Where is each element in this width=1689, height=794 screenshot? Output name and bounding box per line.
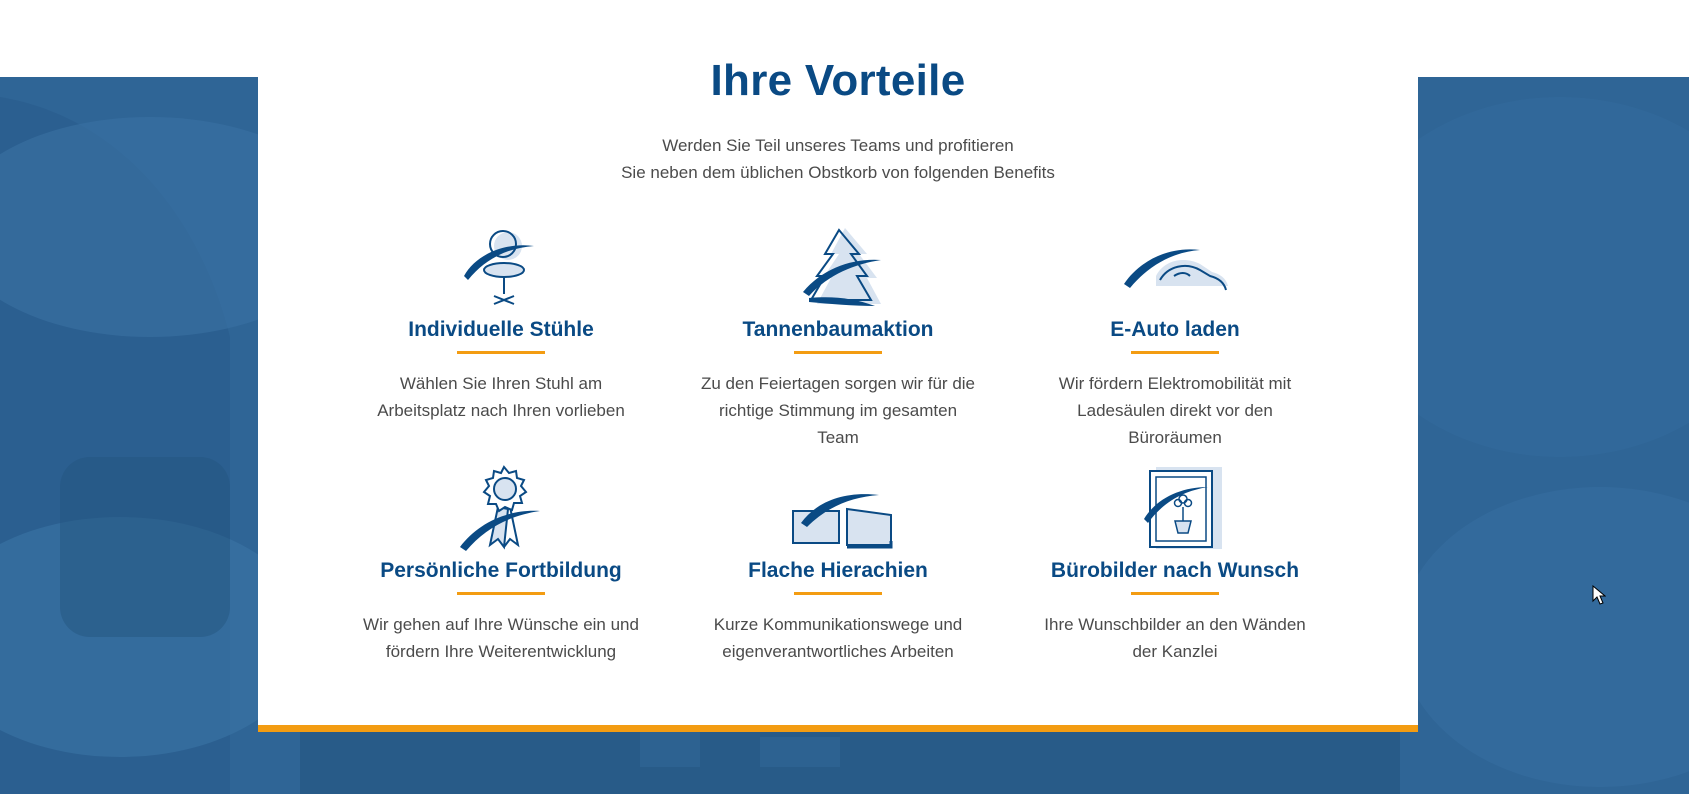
benefits-card: [258, 0, 1418, 732]
benefit-pictures: [1015, 465, 1335, 665]
benefit-text-line: Kurze Kommunikationswege und: [713, 615, 963, 634]
mouse-cursor-icon: [1592, 585, 1606, 605]
benefit-title: Tannenbaumaktion: [742, 318, 934, 341]
benefit-text-line: Wir gehen auf Ihre Wünsche ein und: [363, 615, 639, 634]
benefit-text: [678, 370, 998, 451]
benefit-text-line: Wir fördern Elektromobilität mit: [1058, 374, 1292, 393]
benefit-text: [341, 370, 661, 424]
chair-icon: [446, 224, 556, 314]
title-underline: [1131, 592, 1219, 595]
benefit-text-line: fördern Ihre Weiterentwicklung: [385, 642, 617, 661]
title-underline: [1131, 351, 1219, 354]
benefit-text-line: eigenverantwortliches Arbeiten: [722, 642, 954, 661]
benefit-title: Flache Hierachien: [748, 559, 928, 582]
benefit-text-line: Zu den Feiertagen sorgen wir für die: [700, 374, 976, 393]
benefit-text-line: Arbeitsplatz nach Ihren vorlieben: [377, 401, 625, 420]
section-subtitle: [258, 132, 1418, 186]
benefit-chairs: [341, 224, 661, 424]
benefit-tree: [678, 224, 998, 451]
benefit-text-line: Ladesäulen direkt vor den: [1077, 401, 1273, 420]
fir-tree-icon: [783, 224, 893, 314]
benefit-text: [1015, 370, 1335, 451]
benefit-ecar: [1015, 224, 1335, 451]
framed-picture-icon: [1120, 465, 1230, 555]
section-title: Ihre Vorteile: [710, 56, 966, 105]
award-ribbon-icon: [446, 465, 556, 555]
benefit-text-line: Wählen Sie Ihren Stuhl am: [399, 374, 603, 393]
subtitle-line: Sie neben dem üblichen Obstkorb von folgenden Benefits: [621, 163, 1055, 182]
benefit-title: Individuelle Stühle: [408, 318, 594, 341]
benefit-text-line: Büroräumen: [1128, 428, 1222, 447]
benefit-text-line: richtige Stimmung im gesamten: [718, 401, 958, 420]
subtitle-line: Werden Sie Teil unseres Teams und profitieren: [662, 136, 1014, 155]
benefit-title: Persönliche Fortbildung: [380, 559, 622, 582]
benefit-text: [341, 611, 661, 665]
benefit-text: [678, 611, 998, 665]
title-underline: [794, 351, 882, 354]
benefit-training: [341, 465, 661, 665]
title-underline: [457, 351, 545, 354]
title-underline: [794, 592, 882, 595]
benefit-text-line: der Kanzlei: [1132, 642, 1218, 661]
benefit-title: Bürobilder nach Wunsch: [1050, 559, 1300, 582]
benefit-text: [1015, 611, 1335, 665]
benefit-title: E-Auto laden: [1110, 318, 1240, 341]
hierarchy-blocks-icon: [783, 465, 893, 555]
benefit-text-line: Team: [817, 428, 859, 447]
title-underline: [457, 592, 545, 595]
benefit-text-line: Ihre Wunschbilder an den Wänden: [1044, 615, 1306, 634]
electric-car-icon: [1120, 224, 1230, 314]
benefit-hierarchy: [678, 465, 998, 665]
